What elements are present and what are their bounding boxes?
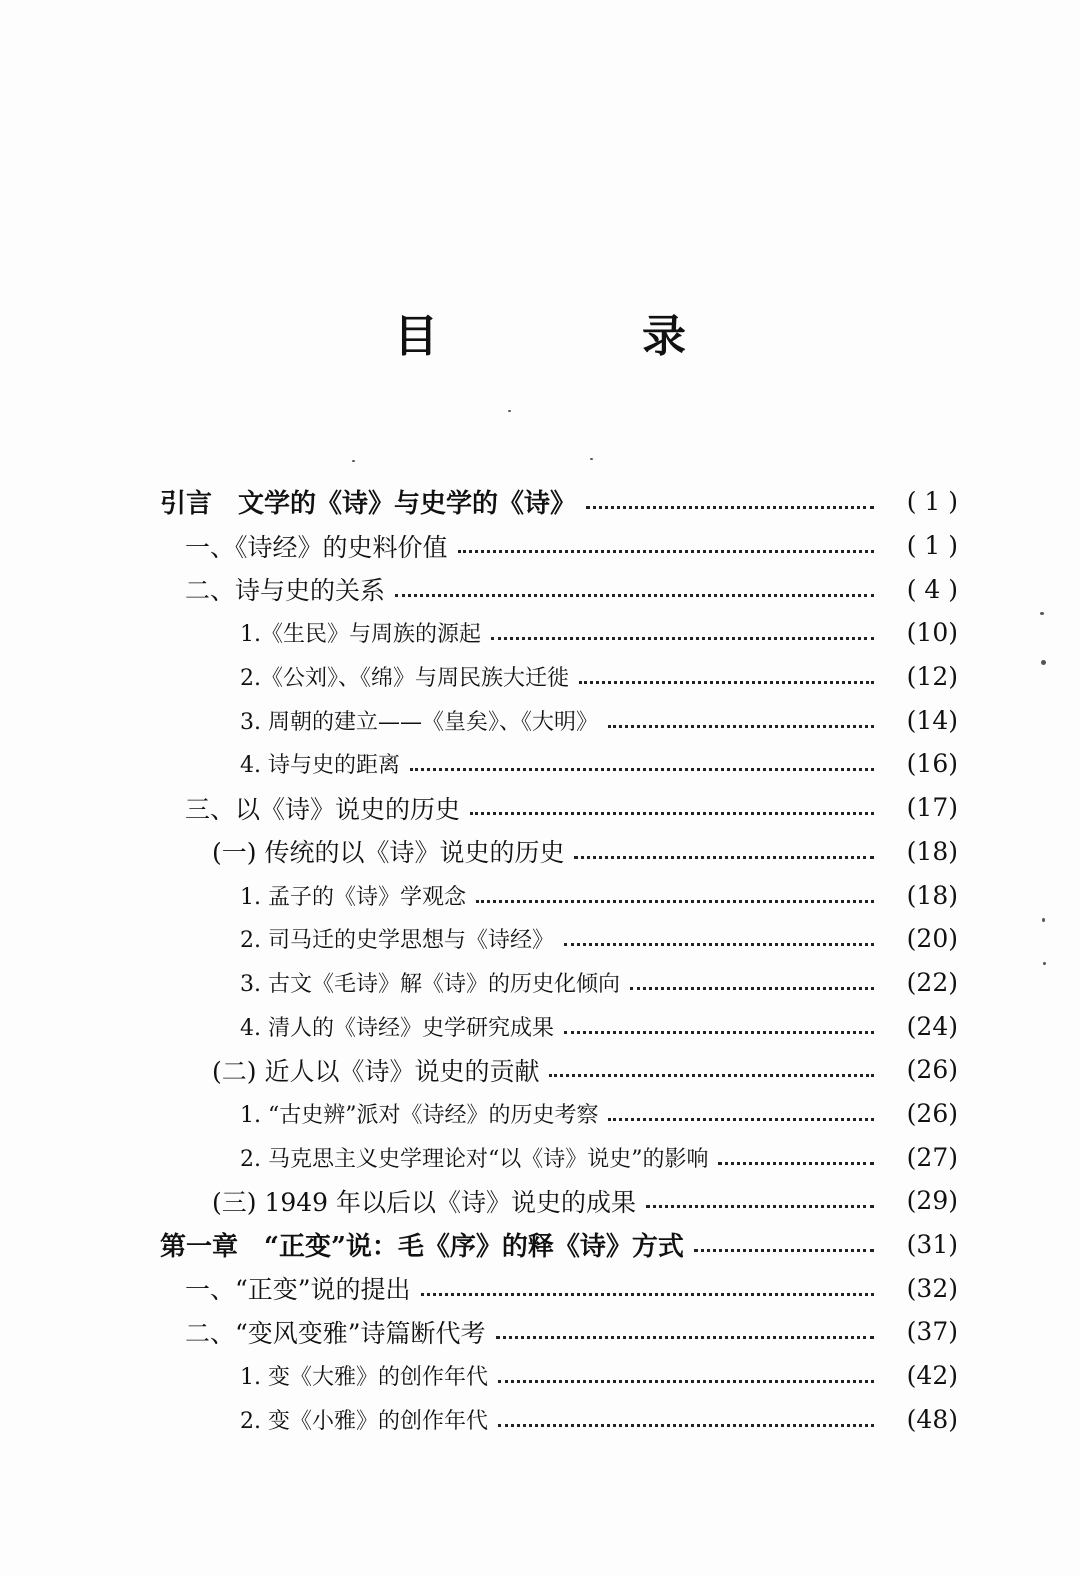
- dot-leader: [498, 1380, 874, 1383]
- toc-entry: [0, 786, 1080, 830]
- toc-entry-title: 2. 司马迁的史学思想与《诗经》: [240, 928, 554, 954]
- dot-leader: [608, 1118, 874, 1121]
- toc-entry: [0, 830, 1080, 874]
- page-title: 目 录: [394, 311, 766, 362]
- toc-page-number: (26): [906, 1098, 958, 1128]
- toc-entry-title: 三、以《诗》说史的历史: [185, 794, 461, 824]
- toc-entry: [0, 1179, 1080, 1223]
- toc-entry: [0, 742, 1080, 786]
- toc-entry-title: 第一章 “正变”说：毛《序》的释《诗》方式: [160, 1232, 684, 1263]
- dot-leader: [498, 1424, 874, 1427]
- toc-page-number: ( 1 ): [906, 531, 958, 561]
- toc-entry-title: 一、《诗经》的史料价值: [185, 532, 448, 562]
- toc-entry: [0, 1310, 1080, 1354]
- toc-page-number: (42): [906, 1361, 958, 1391]
- dot-leader: [694, 1249, 874, 1252]
- toc-entry-title: 2.《公刘》、《绵》与周民族大迁徙: [240, 666, 569, 692]
- dot-leader: [574, 856, 874, 859]
- toc-entry-title: 3. 古文《毛诗》解《诗》的历史化倾向: [240, 971, 620, 997]
- toc-entry-title: 2. 变《小雅》的创作年代: [240, 1408, 488, 1434]
- toc-entry-title: 4. 清人的《诗经》史学研究成果: [240, 1015, 554, 1041]
- toc-entry-title: 4. 诗与史的距离: [240, 753, 400, 779]
- scan-speck: [590, 458, 593, 460]
- toc-entry-title: 二、诗与史的关系: [185, 576, 386, 606]
- toc-entry-title: (二) 近人以《诗》说史的贡献: [212, 1056, 540, 1086]
- scan-speck: [508, 410, 511, 412]
- table-of-contents: [0, 480, 1080, 1441]
- dot-leader: [718, 1162, 874, 1165]
- dot-leader: [496, 1336, 874, 1339]
- toc-page-number: ( 4 ): [906, 574, 958, 604]
- toc-page-number: (29): [906, 1186, 958, 1216]
- dot-leader: [410, 768, 874, 771]
- toc-entry: [0, 524, 1080, 568]
- toc-entry: [0, 1223, 1080, 1267]
- dot-leader: [646, 1205, 874, 1208]
- dot-leader: [608, 725, 874, 728]
- dot-leader: [564, 943, 874, 946]
- dot-leader: [458, 550, 874, 553]
- dot-leader: [470, 812, 874, 815]
- toc-page-number: (26): [906, 1055, 958, 1085]
- toc-page-number: (37): [906, 1317, 958, 1347]
- toc-entry: [0, 698, 1080, 742]
- dot-leader: [395, 594, 874, 597]
- dot-leader: [476, 900, 874, 903]
- toc-entry: [0, 1135, 1080, 1179]
- toc-entry: [0, 917, 1080, 961]
- toc-page-number: (16): [906, 749, 958, 779]
- toc-entry: [0, 480, 1080, 524]
- toc-page-number: (17): [906, 793, 958, 823]
- toc-entry-title: 1.《生民》与周族的源起: [240, 622, 481, 648]
- toc-entry: [0, 961, 1080, 1005]
- toc-page-number: (22): [906, 967, 958, 997]
- toc-entry-title: 3. 周朝的建立——《皇矣》、《大明》: [240, 709, 598, 735]
- toc-entry: [0, 1092, 1080, 1136]
- toc-entry-title: 2. 马克思主义史学理论对“以《诗》说史”的影响: [240, 1146, 709, 1172]
- toc-entry: [0, 1004, 1080, 1048]
- toc-page-number: (20): [906, 924, 958, 954]
- dot-leader: [630, 987, 874, 990]
- toc-page-number: ( 1 ): [906, 487, 958, 517]
- toc-entry-title: 1. 孟子的《诗》学观念: [240, 884, 466, 910]
- toc-entry-title: 1. “古史辨”派对《诗经》的历史考察: [240, 1102, 599, 1128]
- toc-entry: [0, 873, 1080, 917]
- toc-entry-title: 一、“正变”说的提出: [185, 1275, 411, 1305]
- toc-entry: [0, 1266, 1080, 1310]
- toc-page-number: (31): [906, 1230, 958, 1260]
- dot-leader: [564, 1031, 874, 1034]
- toc-page-number: (10): [906, 618, 958, 648]
- toc-page-number: (14): [906, 705, 958, 735]
- toc-page-number: (27): [906, 1142, 958, 1172]
- toc-entry: [0, 1048, 1080, 1092]
- toc-entry: [0, 1354, 1080, 1398]
- toc-entry-title: 1. 变《大雅》的创作年代: [240, 1365, 488, 1391]
- dot-leader: [579, 681, 874, 684]
- dot-leader: [491, 637, 874, 640]
- toc-page-number: (18): [906, 836, 958, 866]
- toc-page-number: (48): [906, 1404, 958, 1434]
- toc-entry-title: (一) 传统的以《诗》说史的历史: [212, 838, 565, 868]
- toc-entry: [0, 655, 1080, 699]
- toc-entry: [0, 611, 1080, 655]
- dot-leader: [549, 1074, 874, 1077]
- toc-page-number: (24): [906, 1011, 958, 1041]
- toc-entry-title: 引言 文学的《诗》与史学的《诗》: [160, 489, 577, 520]
- toc-page-number: (32): [906, 1273, 958, 1303]
- toc-entry-title: 二、“变风变雅”诗篇断代考: [185, 1318, 486, 1348]
- toc-page-number: (12): [906, 662, 958, 692]
- scan-speck: [352, 460, 355, 462]
- toc-entry: [0, 567, 1080, 611]
- dot-leader: [421, 1293, 874, 1296]
- dot-leader: [586, 506, 874, 509]
- toc-page-number: (18): [906, 880, 958, 910]
- toc-entry: [0, 1397, 1080, 1441]
- toc-entry-title: (三) 1949 年以后以《诗》说史的成果: [212, 1187, 637, 1217]
